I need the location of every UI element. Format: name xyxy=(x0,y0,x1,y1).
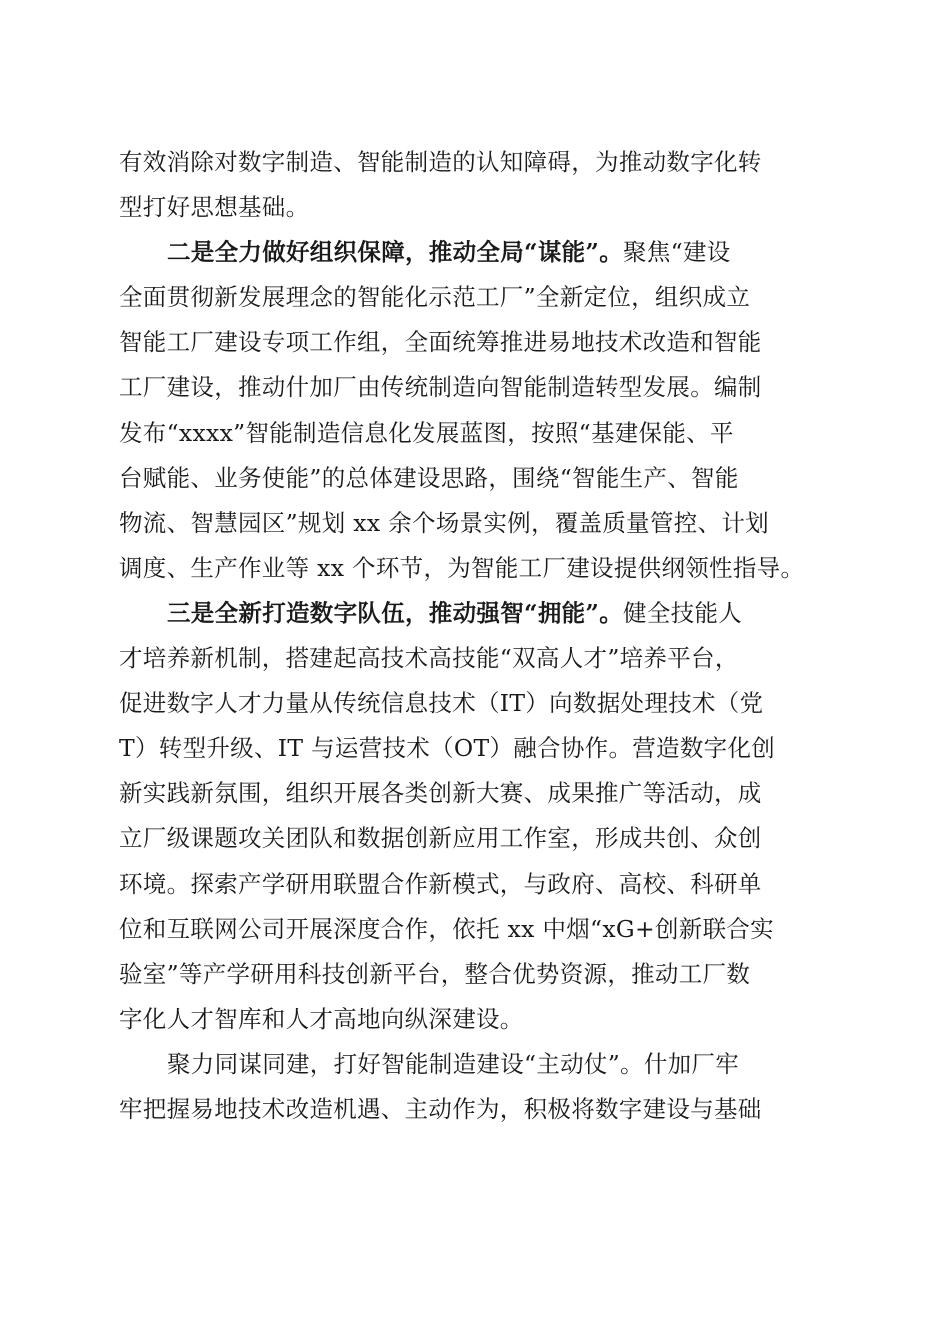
paragraph-line: 新实践新氛围，组织开展各类创新大赛、成果推广等活动，成 xyxy=(119,779,762,808)
paragraph-lead-heading: 三是全新打造数字队伍，推动强智“拥能”。 xyxy=(167,598,624,627)
document-body xyxy=(119,140,831,1132)
paragraph-line: 物流、智慧园区”规划 xx 余个场景实例，覆盖质量管控、计划 xyxy=(119,508,769,537)
paragraph-text: 健全技能人 xyxy=(623,598,743,627)
paragraph-line: 立厂级课题攻关团队和数据创新应用工作室，形成共创、众创 xyxy=(119,824,762,853)
paragraph-first-line xyxy=(119,230,831,275)
paragraph-line: 型打好思想基础。 xyxy=(119,193,310,222)
paragraph-text: 聚焦“建设 xyxy=(623,238,731,267)
paragraph-line: 牢把握易地技术改造机遇、主动作为，积极将数字建设与基础 xyxy=(119,1094,762,1123)
paragraph-line: 促进数字人才力量从传统信息技术（IT）向数据处理技术（党 xyxy=(119,689,764,718)
paragraph-first-line xyxy=(119,591,831,636)
paragraph-line: 验室”等产学研用科技创新平台，整合优势资源，推动工厂数 xyxy=(119,959,751,988)
paragraph-line: T）转型升级、IT 与运营技术（OT）融合协作。营造数字化创 xyxy=(119,734,776,763)
paragraph-line: 位和互联网公司开展深度合作，依托 xx 中烟“xG+创新联合实 xyxy=(119,914,774,943)
paragraph-line: 发布“xxxx”智能制造信息化发展蓝图，按照“基建保能、平 xyxy=(119,418,734,447)
paragraph-line: 才培养新机制，搭建起高技术高技能“双高人才”培养平台， xyxy=(119,644,739,673)
paragraph-line: 环境。探索产学研用联盟合作新模式，与政府、高校、科研单 xyxy=(119,869,762,898)
paragraph-line: 调度、生产作业等 xx 个环节，为智能工厂建设提供纲领性指导。 xyxy=(119,553,805,582)
paragraph-line: 有效消除对数字制造、智能制造的认知障碍，为推动数字化转 xyxy=(119,148,762,176)
paragraph-line: 台赋能、业务使能”的总体建设思路，围绕“智能生产、智能 xyxy=(119,463,739,492)
paragraph-lead-heading: 二是全力做好组织保障，推动全局“谋能”。 xyxy=(167,238,624,267)
paragraph-line: 字化人才智库和人才高地向纵深建设。 xyxy=(119,1004,524,1033)
paragraph-line: 智能工厂建设专项工作组，全面统筹推进易地技术改造和智能 xyxy=(119,328,762,357)
paragraph-line: 全面贯彻新发展理念的智能化示范工厂”全新定位，组织成立 xyxy=(119,283,751,312)
paragraph-first-line: 聚力同谋同建，打好智能制造建设“主动仗”。什加厂牢 xyxy=(167,1049,740,1078)
paragraph-line: 工厂建设，推动什加厂由传统制造向智能制造转型发展。编制 xyxy=(119,373,762,402)
